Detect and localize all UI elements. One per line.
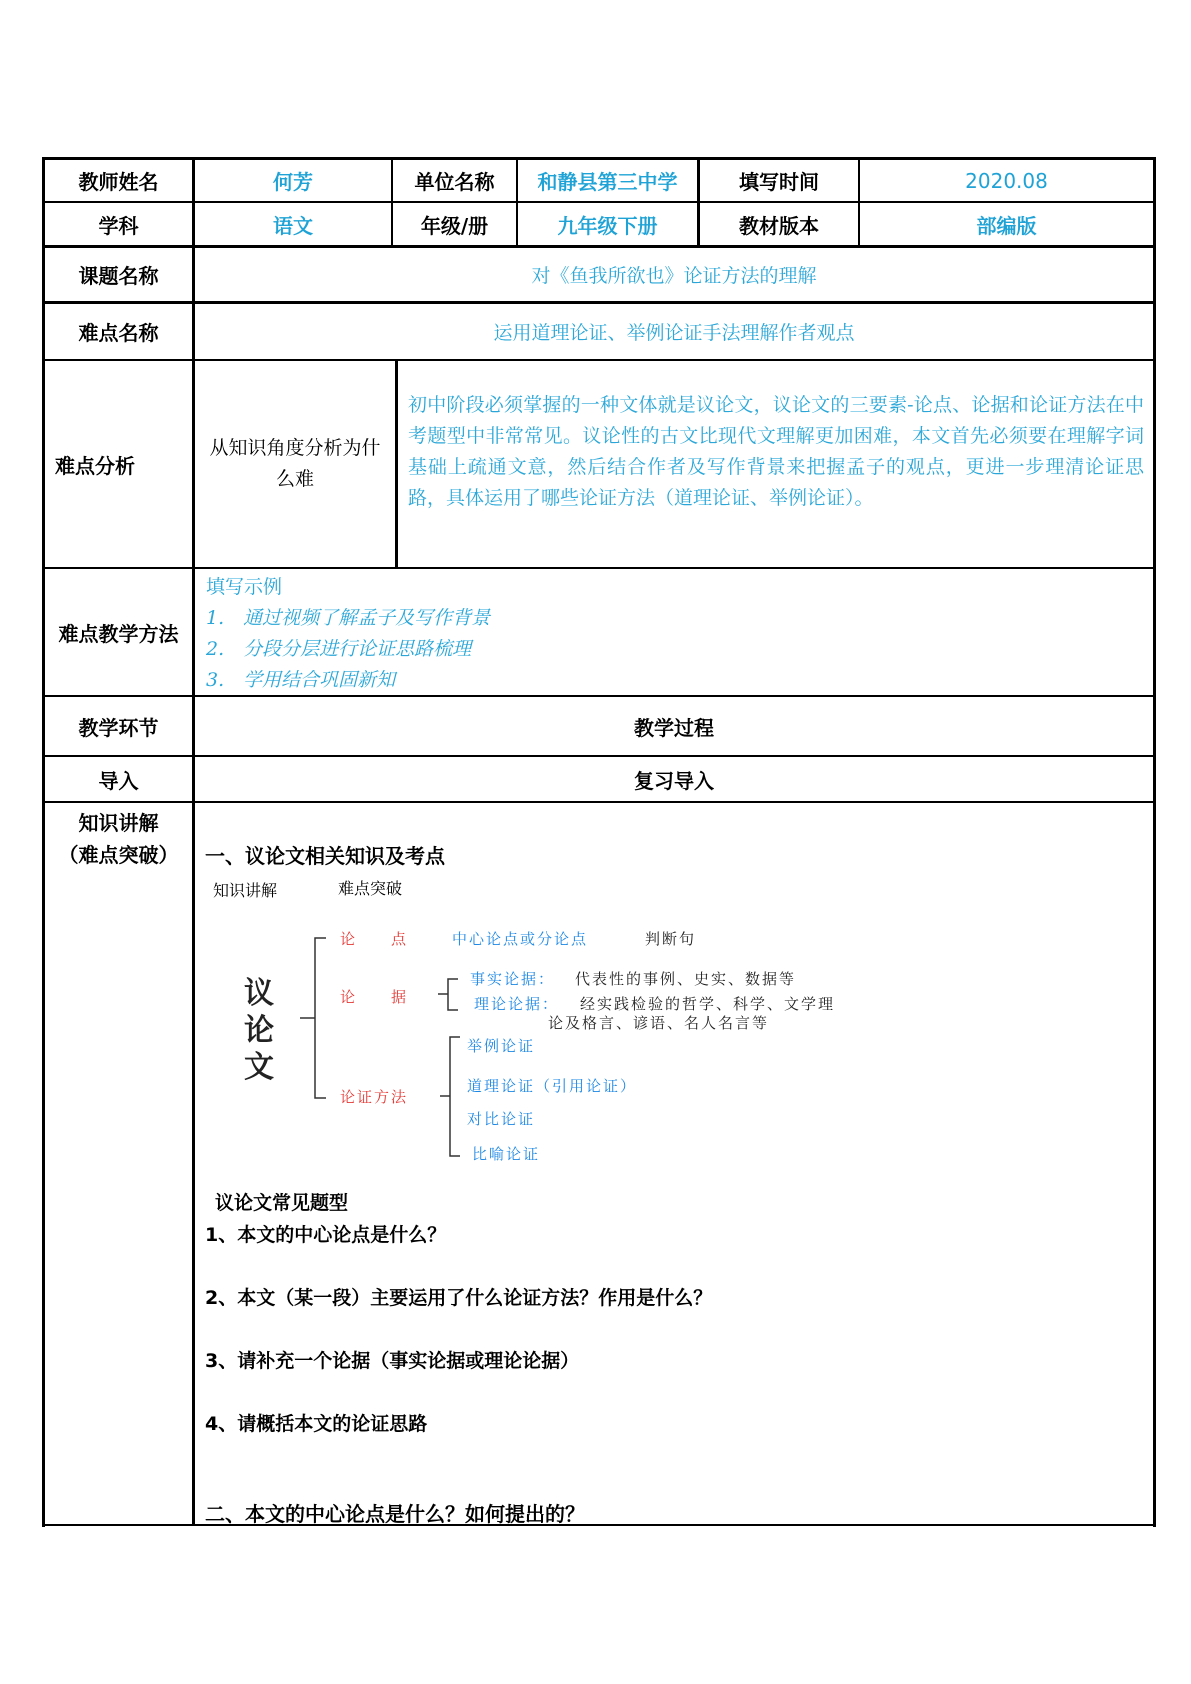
mindmap-lundian-note: 判断句 bbox=[645, 930, 697, 948]
lecture-label-1: 知识讲解 bbox=[78, 810, 159, 835]
unit-label: 单位名称 bbox=[414, 170, 495, 194]
method-label: 难点教学方法 bbox=[58, 621, 179, 646]
section1-title: 一、议论文相关知识及考点 bbox=[205, 844, 445, 868]
types-title: 议论文常见题型 bbox=[215, 1192, 349, 1214]
mindmap-lundian-desc: 中心论点或分论点 bbox=[452, 930, 589, 948]
row-line bbox=[42, 567, 1156, 569]
process-label: 教学环节 bbox=[78, 715, 159, 740]
unit-value: 和静县第三中学 bbox=[537, 170, 678, 194]
mindmap-method-2: 道理论证（引用论证） bbox=[467, 1077, 638, 1095]
difficulty-label: 难点名称 bbox=[78, 321, 159, 345]
time-value: 2020.08 bbox=[965, 168, 1048, 193]
analysis-angle: 从知识角度分析为什么难 bbox=[209, 437, 381, 490]
sub-left: 知识讲解 bbox=[213, 881, 278, 900]
lecture-label-2: （难点突破） bbox=[58, 842, 179, 867]
mindmap-root-3: 文 bbox=[244, 1050, 276, 1085]
table-border-right bbox=[1153, 157, 1156, 1527]
method-example: 填写示例 bbox=[206, 576, 283, 598]
edition-value: 部编版 bbox=[976, 213, 1037, 238]
mindmap-shishi-desc: 代表性的事例、史实、数据等 bbox=[575, 970, 797, 988]
row-line bbox=[42, 801, 1156, 803]
method-item-2: 2. 分段分层进行论证思路梳理 bbox=[206, 638, 472, 660]
difficulty-value: 运用道理论证、举例论证手法理解作者观点 bbox=[493, 322, 855, 344]
teacher-value: 何芳 bbox=[273, 170, 313, 194]
mindmap-method-3: 对比论证 bbox=[467, 1110, 536, 1128]
topic-label: 课题名称 bbox=[78, 264, 159, 288]
col-line bbox=[395, 359, 398, 568]
grade-label: 年级/册 bbox=[420, 213, 489, 238]
question-4: 4、请概括本文的论证思路 bbox=[205, 1413, 428, 1435]
topic-value: 对《鱼我所欲也》论证方法的理解 bbox=[531, 265, 817, 287]
question-1: 1、本文的中心论点是什么？ bbox=[205, 1224, 447, 1246]
method-item-1: 1. 通过视频了解孟子及写作背景 bbox=[206, 607, 491, 629]
time-label: 填写时间 bbox=[739, 170, 819, 194]
mindmap-method: 论证方法 bbox=[340, 1088, 409, 1106]
question-3: 3、请补充一个论据（事实论据或理论论据） bbox=[205, 1350, 580, 1372]
teacher-label: 教师姓名 bbox=[78, 170, 159, 194]
mindmap-shishi: 事实论据： bbox=[470, 970, 556, 988]
mindmap-root-2: 论 bbox=[244, 1013, 276, 1048]
edition-label: 教材版本 bbox=[739, 213, 819, 238]
mindmap-lilun-desc2: 论及格言、谚语、名人名言等 bbox=[548, 1014, 770, 1032]
subject-label: 学科 bbox=[98, 213, 139, 238]
grade-value: 九年级下册 bbox=[557, 213, 658, 238]
question-2: 2、本文（某一段）主要运用了什么论证方法？作用是什么？ bbox=[205, 1287, 713, 1309]
section2-title: 二、本文的中心论点是什么？如何提出的？ bbox=[205, 1502, 585, 1526]
mindmap-lunju: 论 据 bbox=[340, 988, 409, 1006]
col-line bbox=[192, 157, 195, 1526]
intro-label: 导入 bbox=[98, 768, 139, 793]
process-value: 教学过程 bbox=[634, 715, 714, 740]
mindmap-lilun: 理论论据： bbox=[474, 995, 560, 1013]
analysis-label: 难点分析 bbox=[55, 453, 135, 478]
intro-value: 复习导入 bbox=[634, 768, 714, 793]
mindmap-root-1: 议 bbox=[244, 976, 276, 1011]
mindmap-method-4: 比喻论证 bbox=[472, 1145, 541, 1163]
sub-right: 难点突破 bbox=[338, 879, 403, 898]
method-item-3: 3. 学用结合巩固新知 bbox=[206, 669, 396, 691]
mindmap-lilun-desc: 经实践检验的哲学、科学、文学理 bbox=[580, 995, 836, 1013]
subject-value: 语文 bbox=[273, 213, 313, 238]
mindmap-lundian: 论 点 bbox=[340, 930, 409, 948]
analysis-text: 初中阶段必须掌握的一种文体就是议论文，议论文的三要素-论点、论据和论证方法在中考题型中非常常见。议论性的古文比现代文理解更加困难，本文首先必须要在理解字词基础上疏通文意，然后结合作者及写作背景来把握孟子的观点，更进一步理清论证思路，具体运用了哪些论证方法（道理论证、举例论证）。 bbox=[408, 394, 1144, 509]
mindmap-method-1: 举例论证 bbox=[467, 1037, 536, 1055]
